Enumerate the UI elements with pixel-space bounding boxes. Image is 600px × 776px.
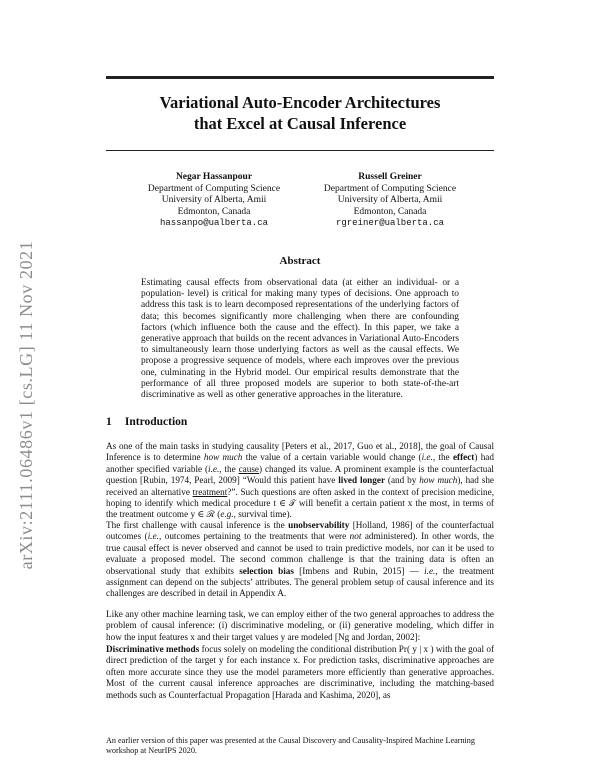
author-affiliation: University of Alberta, Amii xyxy=(337,195,443,206)
author-email[interactable]: hassanpo@ualberta.ca xyxy=(159,218,269,229)
title-bottom-rule xyxy=(106,150,494,151)
paragraph-3: Like any other machine learning task, we can employ either of the two general approaches to address the problem of causal inference: (i) discriminative modeling, or (ii) generative modeling, which differ in how the input features x and their target values y are modeled [Ng and Jordan, 2002]: xyxy=(106,609,494,642)
author-name: Negar Hassanpour xyxy=(175,172,253,182)
title-line-2: that Excel at Causal Inference xyxy=(193,114,407,133)
author-dept: Department of Computing Science xyxy=(147,183,281,194)
paragraph-4: Discriminative methods focus solely on modeling the conditional distribution Pr( y | x ) with the goal of direct prediction of the target y for each instance x. For prediction tasks, discriminative approaches are often more accurate since they use the model parameters more efficiently than generative approaches. Most of the current causal inference approaches are discriminative, including the matching-based methods such as Counterfactual Propagation [Harada and Kashima, 2020], as xyxy=(106,644,495,700)
abstract-text: Estimating causal effects from observational data (at either an individual- or a population- level) is critical for making many types of decisions. One approach to address this task is to learn decomposed representations of the underlying factors of data; this becomes significantly more challenging when there are confounding factors (which influence both the cause and the effect). In this paper, we take a generative approach that builds on the recent advances in Variational Auto-Encoders to simultaneously learn those underlying factors as well as the causal effects. We propose a progressive sequence of models, where each improves over the previous one, culminating in the Hybrid model. Our empirical results demonstrate that the performance of all three proposed models are superior to both state-of-the-art discriminative as well as other generative approaches in the literature. xyxy=(141,278,459,401)
author-city: Edmonton, Canada xyxy=(177,206,251,217)
arxiv-stamp: arXiv:2111.06486v1 [cs.LG] 11 Nov 2021 xyxy=(16,240,36,570)
author-dept: Department of Computing Science xyxy=(323,183,457,194)
author-name: Russell Greiner xyxy=(358,172,422,182)
paragraph-2: The first challenge with causal inference is the unobservability [Holland, 1986] of the counterfactual outcomes (i.e., outcomes pertaining to the treatments that were not administered). In other words, the true causal effect is never observed and cannot be used to train predictive models, nor can it be used to evaluate a proposed model. The second common challenge is that the training data is often an observational study that exhibits selection bias [Imbens and Rubin, 2015] — i.e., the treatment assignment can depend on the subjects’ attributes. The general problem setup of causal inference and its challenges are described in detail in Appendix A. xyxy=(106,520,495,599)
title-top-rule xyxy=(106,76,494,79)
abstract-heading: Abstract xyxy=(279,255,321,267)
section-title: Introduction xyxy=(124,416,188,428)
author-block-2 xyxy=(300,172,480,230)
author-block-1 xyxy=(124,172,304,230)
paragraph-1: As one of the main tasks in studying causality [Peters et al., 2017, Guo et al., 2018], the goal of Causal Inference is to determine how much the value of a certain variable would change (i.e., the effect) had another specified variable (i.e., the cause) changed its value. A prominent example is the counterfactual question [Rubin, 1974, Pearl, 2009] “Would this patient have lived longer (and by how much), had she received an alternative treatment?”. Such questions are often asked in the context of precision medicine, hoping to identify which medical procedure t ∈ 𝒯 will benefit a certain patient x the most, in terms of the treatment outcome y ∈ ℛ (e.g., survival time). xyxy=(106,441,494,520)
author-city: Edmonton, Canada xyxy=(353,206,427,217)
footnote: An earlier version of this paper was presented at the Causal Discovery and Causality-Inspired Machine Learning workshop at NeurIPS 2020. xyxy=(106,736,475,755)
section-number: 1 xyxy=(106,416,112,428)
section-heading xyxy=(106,416,187,428)
paper-title xyxy=(106,92,494,134)
author-email[interactable]: rgreiner@ualberta.ca xyxy=(335,218,445,229)
author-affiliation: University of Alberta, Amii xyxy=(161,195,267,206)
title-line-1: Variational Auto-Encoder Architectures xyxy=(159,93,441,112)
